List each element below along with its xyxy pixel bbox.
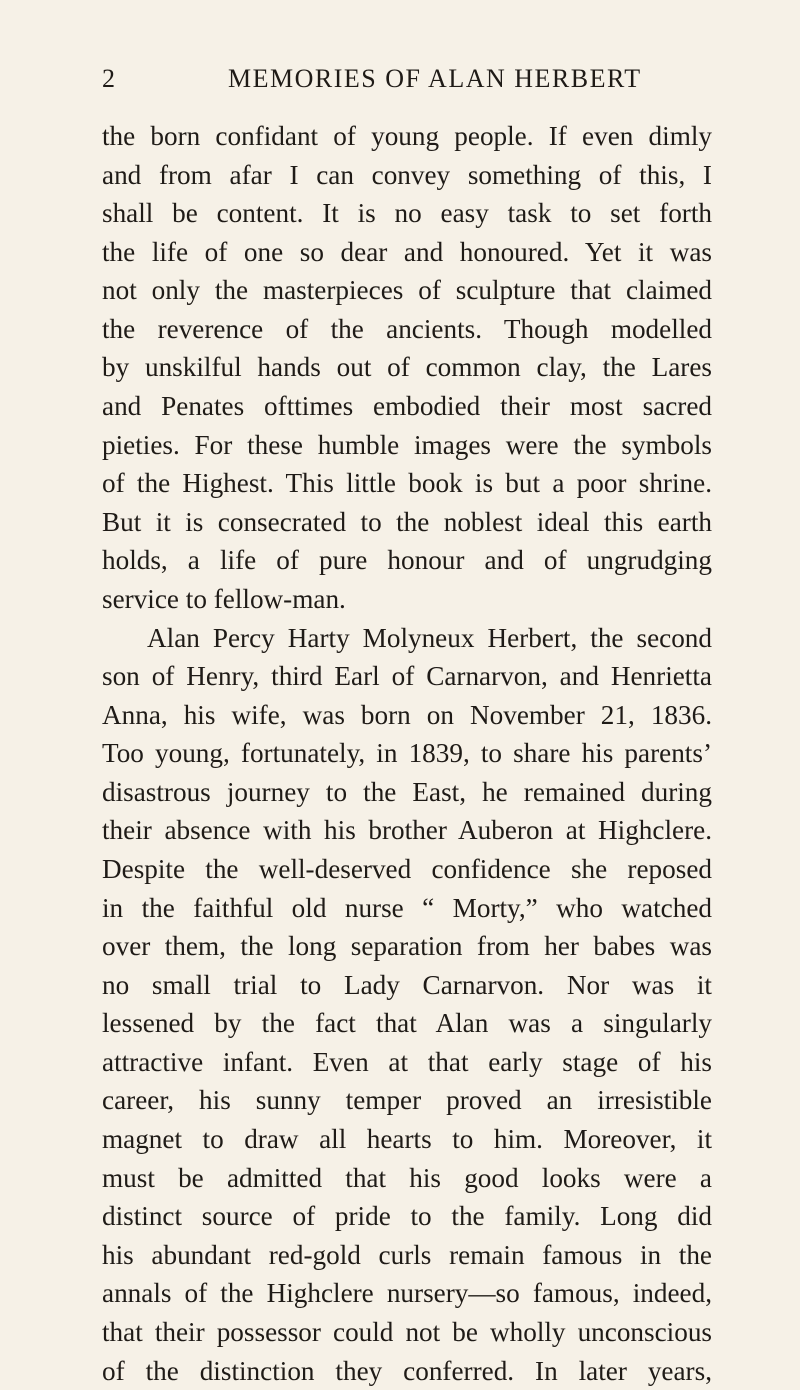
text-line: and Penates ofttimes embodied their most sacred: [102, 387, 712, 426]
text-line: attractive infant. Even at that early stage of his: [102, 1043, 712, 1082]
text-line: by unskilful hands out of common clay, the Lares: [102, 348, 712, 387]
paragraph-end-line: service to fellow-man.: [102, 580, 712, 619]
text-line: over them, the long separation from her babes was: [102, 927, 712, 966]
text-line: the reverence of the ancients. Though modelled: [102, 310, 712, 349]
text-line: career, his sunny temper proved an irresistible: [102, 1081, 712, 1120]
running-head: [102, 62, 712, 96]
text-line: and from afar I can convey something of this, I: [102, 156, 712, 195]
text-line: not only the masterpieces of sculpture that claimed: [102, 271, 712, 310]
text-line: son of Henry, third Earl of Carnarvon, and Henrietta: [102, 657, 712, 696]
text-line: that their possessor could not be wholly unconscious: [102, 1313, 712, 1352]
text-line: no small trial to Lady Carnarvon. Nor was it: [102, 966, 712, 1005]
text-line: of the Highest. This little book is but a poor shrine.: [102, 464, 712, 503]
text-line: must be admitted that his good looks were a: [102, 1159, 712, 1198]
text-line: shall be content. It is no easy task to set forth: [102, 194, 712, 233]
running-title: MEMORIES OF ALAN HERBERT: [228, 62, 642, 96]
text-line: disastrous journey to the East, he remained during: [102, 773, 712, 812]
text-line: pieties. For these humble images were the symbols: [102, 426, 712, 465]
text-line: his abundant red-gold curls remain famous in the: [102, 1236, 712, 1275]
page-number: 2: [102, 62, 116, 96]
text-line: the born confidant of young people. If even dimly: [102, 117, 712, 156]
text-line: lessened by the fact that Alan was a singularly: [102, 1004, 712, 1043]
text-line: their absence with his brother Auberon at Highclere.: [102, 811, 712, 850]
text-line: annals of the Highclere nursery—so famous, indeed,: [102, 1274, 712, 1313]
text-line: Too young, fortunately, in 1839, to share his parents’: [102, 734, 712, 773]
text-line: Despite the well-deserved confidence she reposed: [102, 850, 712, 889]
text-line: distinct source of pride to the family. Long did: [102, 1197, 712, 1236]
text-line: in the faithful old nurse “ Morty,” who watched: [102, 889, 712, 928]
text-line: the life of one so dear and honoured. Yet it was: [102, 233, 712, 272]
text-line: of the distinction they conferred. In later years,: [102, 1352, 712, 1390]
text-line: Anna, his wife, was born on November 21, 1836.: [102, 696, 712, 735]
text-line: But it is consecrated to the noblest ideal this earth: [102, 503, 712, 542]
text-line: holds, a life of pure honour and of ungrudging: [102, 541, 712, 580]
paragraph-first-line: Alan Percy Harty Molyneux Herbert, the second: [102, 619, 712, 658]
text-line: magnet to draw all hearts to him. Moreover, it: [102, 1120, 712, 1159]
body-text: [102, 117, 712, 1390]
